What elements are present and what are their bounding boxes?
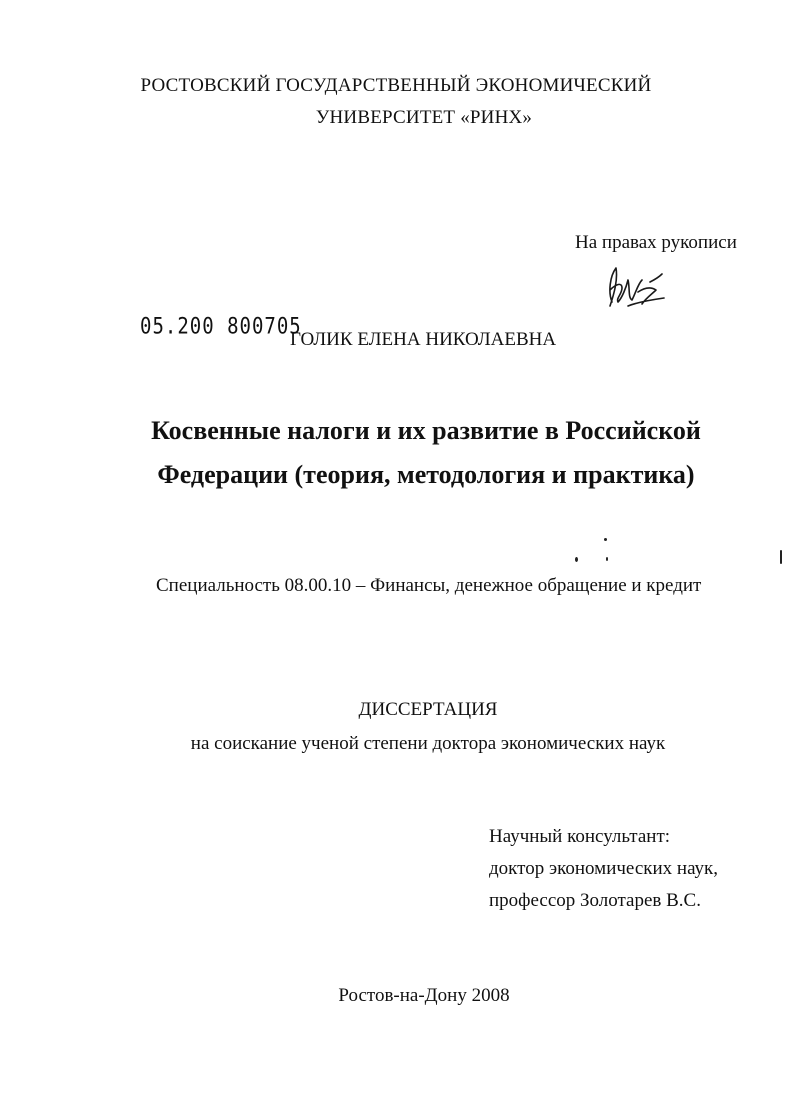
scan-speck (575, 557, 578, 562)
scan-speck (604, 538, 607, 541)
dissertation-title-line2: Федерации (теория, методология и практика) (157, 460, 695, 489)
university-name-line1: РОСТОВСКИЙ ГОСУДАРСТВЕННЫЙ ЭКОНОМИЧЕСКИЙ (140, 75, 652, 96)
library-stamp-number: 05.200 800705 (140, 313, 302, 339)
specialty-line: Специальность 08.00.10 – Финансы, денежное обращение и кредит (156, 575, 702, 596)
university-name-line2: УНИВЕРСИТЕТ «РИНХ» (315, 107, 533, 128)
manuscript-note: На правах рукописи (575, 232, 737, 253)
advisor-name: профессор Золотарев В.С. (489, 890, 701, 911)
scan-edge-mark (780, 550, 782, 564)
author-name: ГОЛИК ЕЛЕНА НИКОЛАЕВНА (290, 329, 557, 350)
degree-line: на соискание ученой степени доктора экономических наук (190, 733, 666, 754)
advisor-label: Научный консультант: (489, 826, 671, 847)
handwritten-signature (598, 262, 678, 314)
scan-speck (606, 557, 608, 561)
dissertation-title-line1: Косвенные налоги и их развитие в Российской (151, 416, 701, 445)
advisor-degree: доктор экономических наук, (489, 858, 719, 879)
city-year: Ростов-на-Дону 2008 (338, 985, 510, 1006)
document-type: ДИССЕРТАЦИЯ (358, 699, 498, 720)
